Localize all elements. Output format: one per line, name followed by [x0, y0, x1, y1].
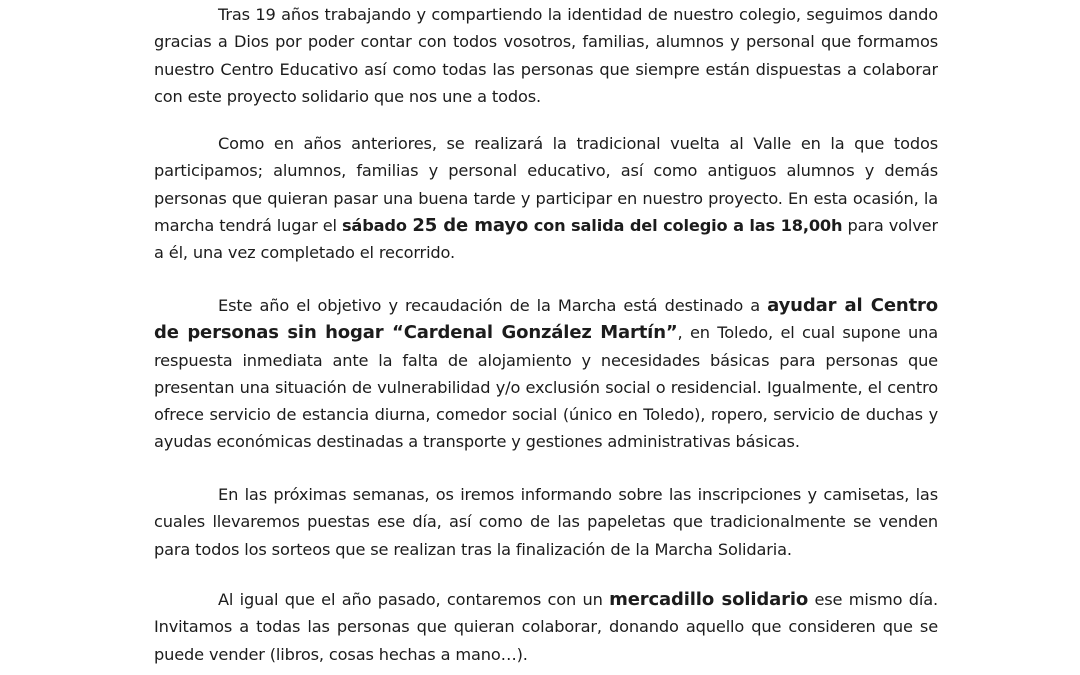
paragraph-text: , en Toledo, el cual supone una respuesta inmediata ante la falta de alojamiento y necesidades básicas para personas que presentan una situación de vulnerabilidad y/o exclusión social o residencial. Igualmente, el centro ofrece servicio de estancia diurna, comedor social (único en Toledo), ropero, servicio de duchas y ayudas económicas destinadas a transporte y gestiones administrativas básicas. [154, 323, 938, 452]
march-date: 25 de mayo [412, 214, 529, 236]
paragraph-text: Este año el objetivo y recaudación de la Marcha está destinado a [218, 296, 768, 315]
paragraph-market [154, 586, 938, 668]
paragraph-registrations: En las próximas semanas, os iremos informando sobre las inscripciones y camisetas, las cuales llevaremos puestas ese día, así como de las papeletas que tradicionalmente se venden para todos los sorteos que se realizan tras la finalización de la Marcha Solidaria. [154, 485, 938, 559]
document-page [154, 0, 938, 675]
paragraph-march-date [154, 130, 938, 266]
paragraph-beneficiary [154, 292, 938, 456]
paragraph-intro: Tras 19 años trabajando y compartiendo la identidad de nuestro colegio, seguimos dando gracias a Dios por poder contar con todos vosotros, familias, alumnos y personal que formamos nuestro Centro Educativo así como todas las personas que siempre están dispuestas a colaborar con este proyecto solidario que nos une a todos. [154, 5, 938, 106]
paragraph-text: ese mismo día. Invitamos a todas las personas que quieran colaborar, donando aquello que consideren que se puede vender (libros, cosas hechas a mano…). [154, 590, 938, 664]
march-departure-time: con salida del colegio a las 18,00h [528, 215, 843, 235]
paragraph-text: Al igual que el año pasado, contaremos con un [218, 590, 610, 609]
paragraph-text: para volver a él, una vez completado el recorrido. [154, 215, 938, 263]
march-day-label: sábado [341, 215, 413, 235]
solidarity-market: mercadillo solidario [609, 589, 809, 610]
beneficiary-center: ayudar al Centro de personas sin hogar “Cardenal González Martín” [154, 295, 938, 344]
paragraph-text: Como en años anteriores, se realizará la tradicional vuelta al Valle en la que todos participamos; alumnos, familias y personal educativo, así como antiguos alumnos y demás personas que quieran pasar una buena tarde y participar en nuestro proyecto. En esta ocasión, la marcha tendrá lugar el [154, 134, 938, 235]
